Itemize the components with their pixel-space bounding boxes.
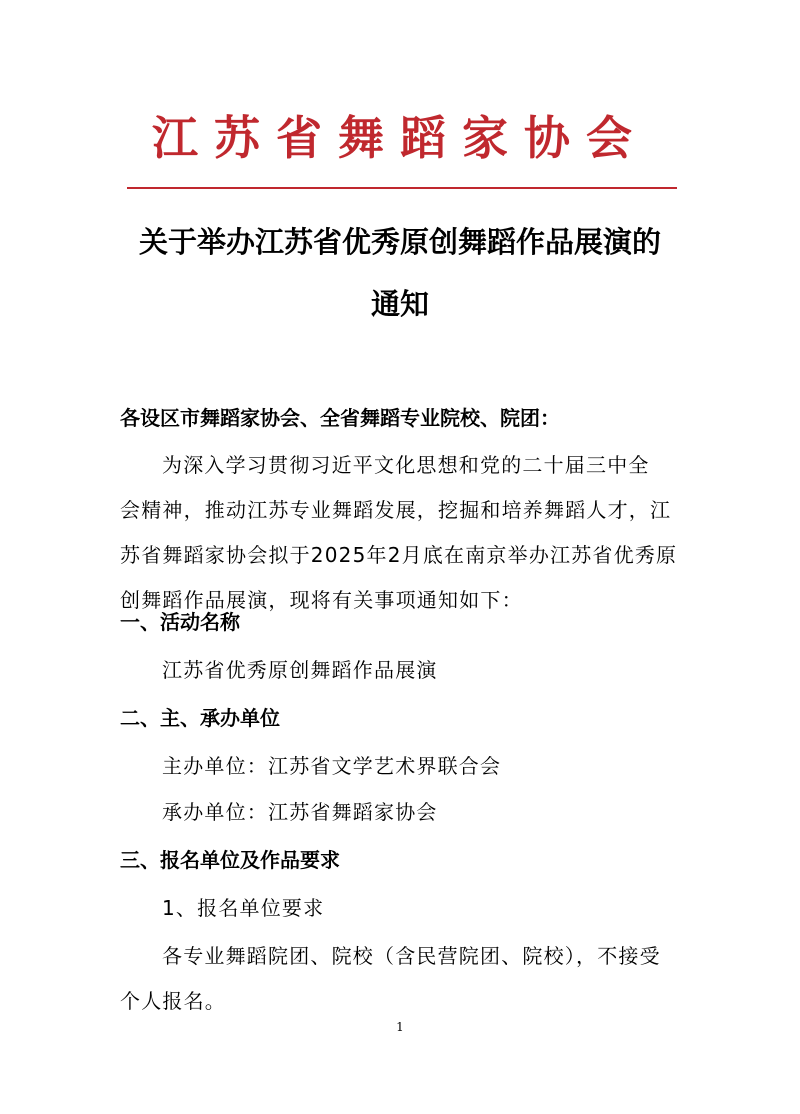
section-1-body: 江苏省优秀原创舞蹈作品展演 (162, 658, 438, 682)
salutation: 各设区市舞蹈家协会、全省舞蹈专业院校、院团： (120, 406, 560, 430)
section-3-subheading-1: 1、报名单位要求 (162, 896, 325, 920)
intro-line-4: 创舞蹈作品展演，现将有关事项通知如下： (120, 588, 523, 612)
intro-line-2: 会精神，推动江苏专业舞蹈发展，挖掘和培养舞蹈人才，江 (120, 498, 672, 522)
letterhead-red-rule (127, 187, 677, 189)
undertaker-line: 承办单位：江苏省舞蹈家协会 (162, 800, 438, 824)
organizer-line: 主办单位：江苏省文学艺术界联合会 (162, 754, 502, 778)
notice-title-line-2: 通知 (370, 287, 429, 321)
section-2-heading: 二、主、承办单位 (120, 706, 280, 730)
intro-paragraph (120, 450, 682, 615)
intro-line-3: 苏省舞蹈家协会拟于2025年2月底在南京举办江苏省优秀原 (120, 543, 678, 567)
intro-line-1: 为深入学习贯彻习近平文化思想和党的二十届三中全 (162, 453, 650, 477)
section-3-body (120, 941, 682, 1016)
page-number: 1 (396, 1020, 404, 1034)
notice-title-line-1: 关于举办江苏省优秀原创舞蹈作品展演的 (138, 225, 661, 259)
letterhead-organization-name: 江苏省舞蹈家协会 (152, 111, 648, 165)
section-3-body-line-1: 各专业舞蹈院团、院校（含民营院团、院校），不接受 (162, 944, 661, 968)
section-3-body-line-2: 个人报名。 (120, 989, 226, 1013)
section-1-heading: 一、活动名称 (120, 610, 240, 634)
section-3-heading: 三、报名单位及作品要求 (120, 848, 340, 872)
